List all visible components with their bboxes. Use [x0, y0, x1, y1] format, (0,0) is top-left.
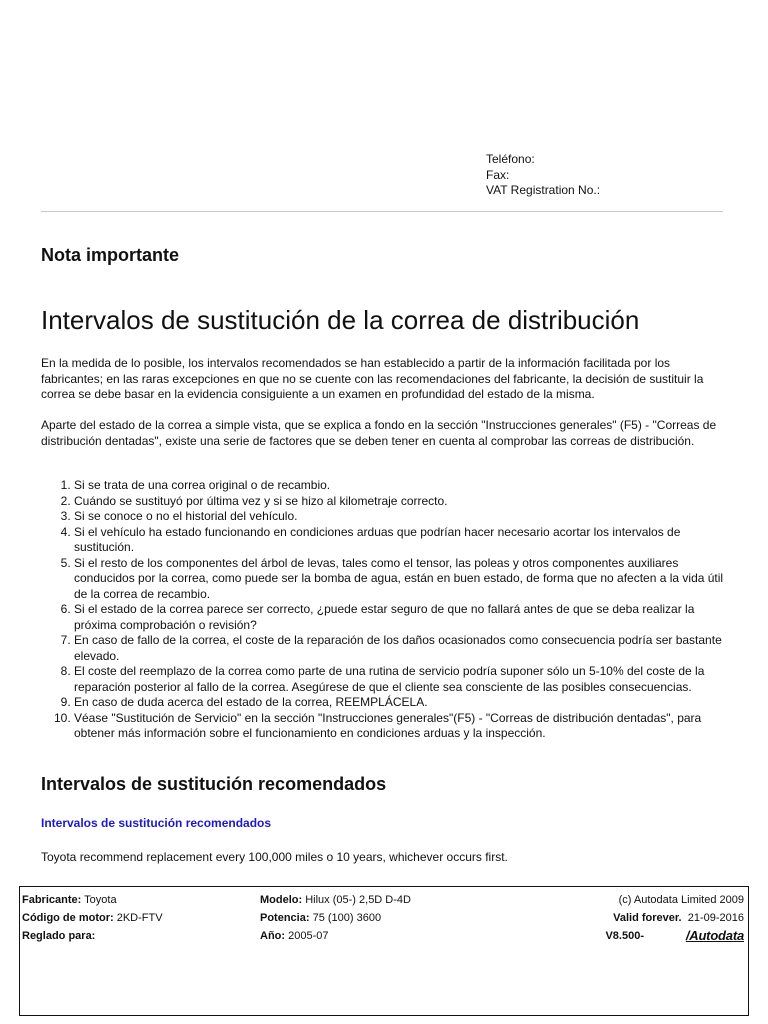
intro-paragraph: En la medida de lo posible, los intervalos recomendados se han establecido a partir de la información facilitada por los fabricantes; en las raras excepciones en que no se cuente con las recomendaciones del fabricante, la decisión de sustituir la correa se debe basar en la evidencia consiguiente a un examen en profundidad del estado de la misma.: [41, 356, 704, 401]
factors-list: [41, 478, 731, 742]
power-field: [260, 912, 381, 924]
model-field: [260, 894, 411, 906]
copyright-text: (c) Autodata Limited 2009: [618, 894, 744, 906]
page-title: Intervalos de sustitución de la correa de distribución: [41, 305, 640, 335]
note-title: Nota importante: [41, 245, 180, 265]
list-item: 9. En caso de duda acerca del estado de la correa, REEMPLÁCELA.: [74, 695, 731, 711]
intervals-link[interactable]: Intervalos de sustitución recomendados: [41, 816, 272, 830]
manufacturer-label: Fabricante:: [22, 894, 82, 906]
valid-date: 21-09-2016: [687, 912, 744, 924]
version-label: V8.500-: [605, 930, 644, 942]
list-item: 6. Si el estado de la correa parece ser correcto, ¿puede estar seguro de que no fallará antes de que se deba realizar la próxima comprobación o revisión?: [74, 602, 731, 633]
validity-field: [613, 912, 744, 924]
engine-code-value: 2KD-FTV: [113, 912, 163, 924]
list-item: 5. Si el resto de los componentes del árbol de levas, tales como el tensor, las poleas y otros componentes auxiliares conducidos por la correa, como puede ser la bomba de agua, están en buen estado, de forma que no afecten a la vida útil de la correa de recambio.: [74, 556, 731, 603]
section-title: Intervalos de sustitución recomendados: [41, 774, 387, 794]
manufacturer-field: [22, 894, 117, 906]
list-item: 1. Si se trata de una correa original o de recambio.: [74, 478, 731, 494]
list-item: 3. Si se conoce o no el historial del vehículo.: [74, 509, 731, 525]
year-field: [260, 930, 328, 942]
fax-label: Fax:: [486, 167, 510, 182]
model-label: Modelo:: [260, 894, 303, 906]
list-item: 7. En caso de fallo de la correa, el coste de la reparación de los daños ocasionados como consecuencia podría ser bastante elevado.: [74, 633, 731, 664]
power-label: Potencia:: [260, 912, 310, 924]
vat-label: VAT Registration No.:: [486, 183, 601, 197]
factors-paragraph: Aparte del estado de la correa a simple vista, que se explica a fondo en la sección "Instrucciones generales" (F5) - "Correas de distribución dentadas", existe una serie de factores que se deben tener en cuenta al comprobar las correas de distribución.: [41, 418, 717, 448]
recommendation-text: Toyota recommend replacement every 100,000 miles o 10 years, whichever occurs first.: [41, 850, 508, 864]
list-item: 8. El coste del reemplazo de la correa como parte de una rutina de servicio podría suponer sólo un 5-10% del coste de la reparación posterior al fallo de la correa. Asegúrese de que el cliente sea consciente de las posibles consecuencias.: [74, 664, 731, 695]
autodata-logo: /Autodata: [685, 928, 744, 943]
year-label: Año:: [260, 930, 286, 942]
engine-code-label: Código de motor:: [22, 912, 114, 924]
year-value: 2005-07: [285, 930, 329, 942]
list-item: 2. Cuándo se sustituyó por última vez y si se hizo al kilometraje correcto.: [74, 494, 731, 510]
power-value: 75 (100) 3600: [309, 912, 382, 924]
header-divider: [41, 211, 723, 212]
engine-code-field: [22, 912, 163, 924]
phone-label: Teléfono:: [486, 152, 535, 166]
vehicle-info-footer: [19, 886, 749, 1016]
valid-label: Valid forever.: [613, 912, 682, 924]
contact-block: [486, 152, 600, 199]
adjusted-for-label: Reglado para:: [22, 930, 96, 942]
manufacturer-value: Toyota: [81, 894, 117, 906]
model-value: Hilux (05-) 2,5D D-4D: [302, 894, 411, 906]
list-item: 4. Si el vehículo ha estado funcionando en condiciones arduas que podrían hacer necesario acortar los intervalos de sustitución.: [74, 525, 731, 556]
list-item: 10. Véase "Sustitución de Servicio" en la sección "Instrucciones generales"(F5) - "Correas de distribución dentadas", para obtener más información sobre el funcionamiento en condiciones arduas y la inspección.: [74, 711, 731, 742]
adjusted-for-field: [22, 930, 95, 942]
